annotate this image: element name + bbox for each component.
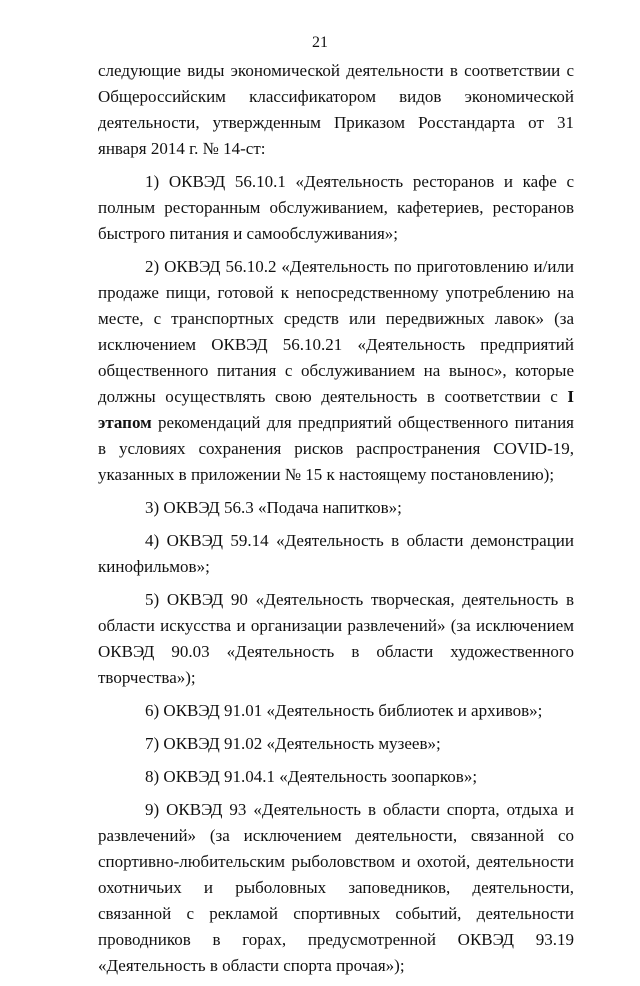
bold-phrase: I этапом bbox=[98, 387, 574, 432]
paragraph-text: 6) ОКВЭД 91.01 «Деятельность библиотек и архивов»; bbox=[145, 701, 543, 720]
paragraph-text: 1) ОКВЭД 56.10.1 «Деятельность ресторанов и кафе с полным ресторанным обслуживанием, кафетериев, ресторанов быстрого питания и самообслуживания»; bbox=[98, 172, 574, 243]
list-item-8 bbox=[98, 764, 574, 790]
paragraph-text: 4) ОКВЭД 59.14 «Деятельность в области демонстрации кинофильмов»; bbox=[98, 531, 574, 576]
list-item-6 bbox=[98, 698, 574, 724]
paragraph-text: 2) ОКВЭД 56.10.2 «Деятельность по приготовлению и/или продаже пищи, готовой к непосредственному употреблению на месте, с транспортных средств или передвижных лавок» (за исключением ОКВЭД 56.10.21 «Деятельность предприятий общественного питания с обслуживанием на вынос», которые должны осуществлять свою деятельность в соответствии с bbox=[98, 257, 574, 406]
list-item-7 bbox=[98, 731, 574, 757]
paragraph-text: следующие виды экономической деятельности в соответствии с Общероссийским классификатором видов экономической деятельности, утвержденным Приказом Росстандарта от 31 января 2014 г. № 14-ст: bbox=[98, 61, 574, 158]
intro-paragraph bbox=[98, 58, 574, 162]
paragraph-text: рекомендаций для предприятий общественного питания в условиях сохранения рисков распространения COVID-19, указанных в приложении № 15 к настоящему постановлению); bbox=[98, 413, 574, 484]
page-number: 21 bbox=[312, 34, 328, 51]
paragraph-text: 3) ОКВЭД 56.3 «Подача напитков»; bbox=[145, 498, 402, 517]
list-item-4 bbox=[98, 528, 574, 580]
paragraph-text: 9) ОКВЭД 93 «Деятельность в области спорта, отдыха и развлечений» (за исключением деятельности, связанной со спортивно-любительским рыболовством и охотой, деятельности охотничьих и рыболовных заповедников, деятельности, связанной с рекламой спортивных событий, деятельности проводников в горах, предусмотренной ОКВЭД 93.19 «Деятельность в области спорта прочая»); bbox=[98, 800, 574, 975]
paragraph-text: 8) ОКВЭД 91.04.1 «Деятельность зоопарков»; bbox=[145, 767, 478, 786]
list-item-9 bbox=[98, 797, 574, 979]
document-body bbox=[98, 58, 574, 986]
paragraph-text: 7) ОКВЭД 91.02 «Деятельность музеев»; bbox=[145, 734, 441, 753]
list-item-2 bbox=[98, 254, 574, 488]
paragraph-text: 5) ОКВЭД 90 «Деятельность творческая, деятельность в области искусства и организации развлечений» (за исключением ОКВЭД 90.03 «Деятельность в области художественного творчества»); bbox=[98, 590, 574, 687]
list-item-5 bbox=[98, 587, 574, 691]
list-item-3 bbox=[98, 495, 574, 521]
list-item-1 bbox=[98, 169, 574, 247]
